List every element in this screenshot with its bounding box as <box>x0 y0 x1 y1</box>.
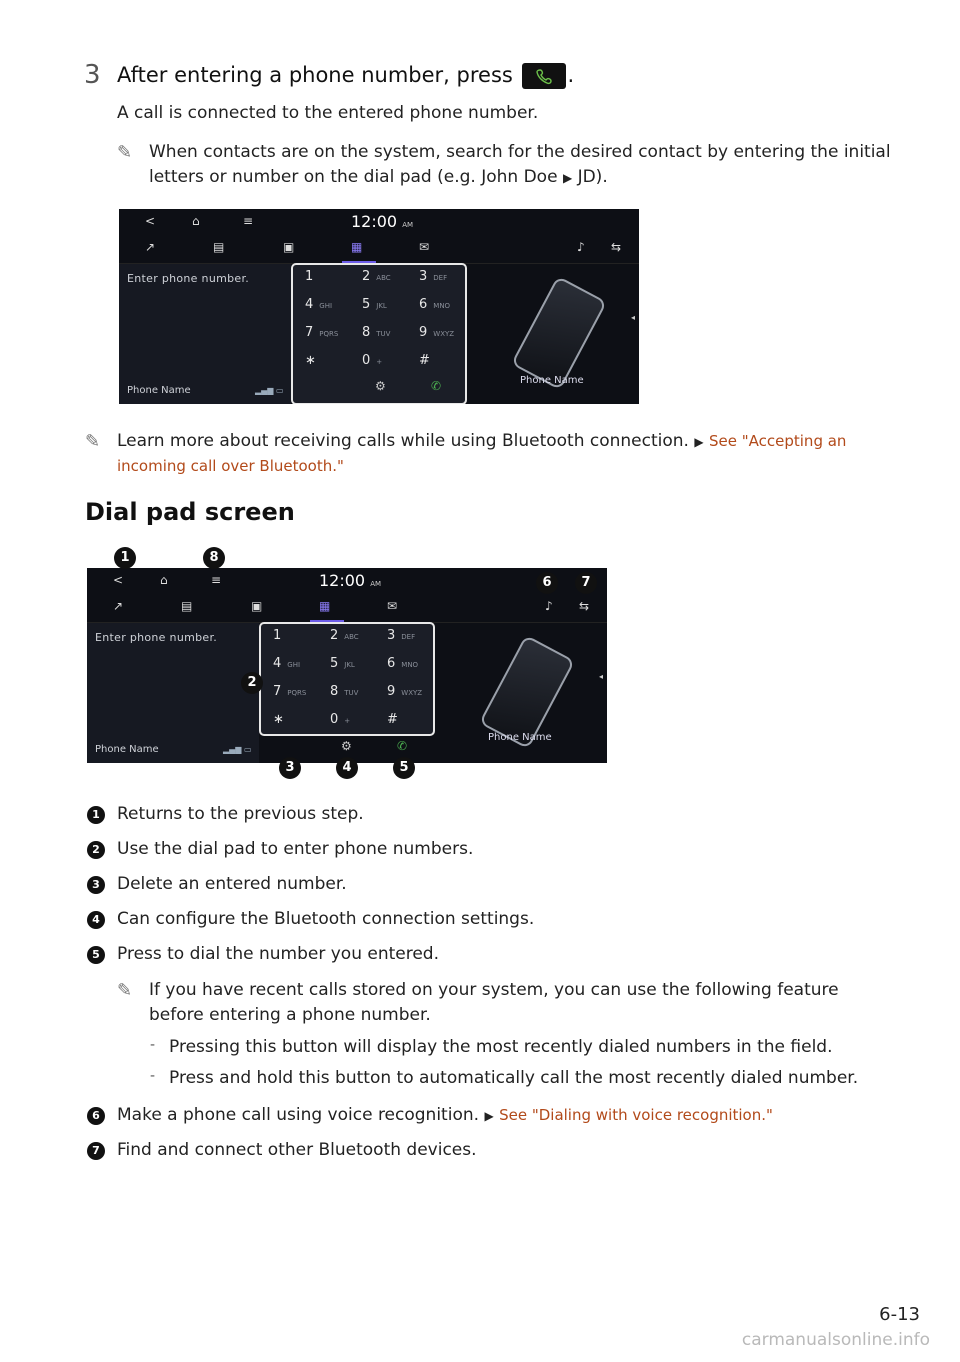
item-mark-7: 7 <box>87 1142 105 1160</box>
pencil-note-icon-2: ✎ <box>85 431 101 452</box>
call-history-icon: ↗ <box>145 240 156 254</box>
dial-key-digit: 3 <box>387 628 396 643</box>
item-mark-2: 2 <box>87 841 105 859</box>
dash-bullet-1: - <box>150 1037 156 1053</box>
dial-key-letters: WXYZ <box>401 689 423 697</box>
callout-1: 1 <box>114 547 136 569</box>
contacts-icon-2: ▤ <box>181 599 193 613</box>
note3-line2: before entering a phone number. <box>149 1005 431 1025</box>
microphone-icon: ♪ <box>577 240 585 254</box>
settings-gear-icon: ⚙ <box>375 379 386 393</box>
call-button-icon-2: ✆ <box>397 739 408 753</box>
dial-key-digit: 8 <box>330 684 339 699</box>
item-mark-6: 6 <box>87 1107 105 1125</box>
dial-screen-image-1 <box>119 209 639 404</box>
call-history-icon-2: ↗ <box>113 599 124 613</box>
dial-key[interactable] <box>330 628 359 643</box>
dial-key-letters: ABC <box>376 274 391 282</box>
dial-key-letters: TUV <box>344 689 359 697</box>
item-mark-3: 3 <box>87 876 105 894</box>
home-icon-2: ⌂ <box>160 573 168 587</box>
dial-key[interactable] <box>273 712 290 727</box>
messages-icon-2: ✉ <box>387 599 398 613</box>
dial-key-digit: 5 <box>362 297 371 312</box>
dial-key[interactable] <box>305 269 319 284</box>
dial-key-letters: WXYZ <box>433 330 455 338</box>
note2-link-1[interactable]: See "Accepting an <box>709 432 847 450</box>
dial-key-digit: ∗ <box>305 353 316 368</box>
dial-key[interactable] <box>387 684 422 699</box>
home-icon: ⌂ <box>192 214 200 228</box>
menu-icon-2: ≡ <box>211 573 222 587</box>
clock-ampm-2: AM <box>370 580 382 588</box>
item-text-6-main: Make a phone call using voice recognition. <box>117 1105 480 1125</box>
dial-key[interactable] <box>362 297 387 312</box>
note2 <box>117 431 877 451</box>
note2-link-2[interactable]: incoming call over Bluetooth." <box>117 457 344 475</box>
item-text-2: Use the dial pad to enter phone numbers. <box>117 839 474 859</box>
phone-name-left: Phone Name <box>127 385 191 396</box>
dial-key-digit: 7 <box>273 684 282 699</box>
note3-line1: If you have recent calls stored on your system, you can use the following feature <box>149 980 839 1000</box>
step-title <box>117 63 574 89</box>
dial-key[interactable] <box>387 628 415 643</box>
phone-illustration <box>511 276 607 391</box>
step-title-text: After entering a phone number, press <box>117 63 513 87</box>
dial-pad-icon: ▦ <box>351 240 363 254</box>
dial-key[interactable] <box>273 684 306 699</box>
dial-key[interactable] <box>419 325 454 340</box>
dial-key[interactable] <box>273 628 287 643</box>
dial-key-letters: + <box>344 717 351 725</box>
pencil-note-icon-3: ✎ <box>117 980 133 1001</box>
item-mark-1: 1 <box>87 806 105 824</box>
dial-key-digit: 6 <box>419 297 428 312</box>
dial-key-digit: # <box>419 353 430 368</box>
switch-device-icon: ⇆ <box>611 240 622 254</box>
callout-7: 7 <box>575 572 597 594</box>
arrow-right-icon: ▶ <box>562 171 573 185</box>
phone-name-right: Phone Name <box>520 375 584 386</box>
dial-key-letters: PQRS <box>319 330 339 338</box>
number-panel <box>119 264 291 404</box>
dial-key-digit: 5 <box>330 656 339 671</box>
menu-icon: ≡ <box>243 214 254 228</box>
callout-4: 4 <box>336 757 358 779</box>
dial-key-letters: DEF <box>433 274 448 282</box>
screen-tabs <box>119 235 639 264</box>
dial-key-letters: GHI <box>287 661 301 669</box>
dial-key-digit: 1 <box>305 269 314 284</box>
dial-key-digit: 4 <box>273 656 282 671</box>
clock-ampm: AM <box>402 221 414 229</box>
dial-key-digit: 7 <box>305 325 314 340</box>
dial-key[interactable] <box>419 269 447 284</box>
dial-key-letters: JKL <box>344 661 355 669</box>
note1-line2 <box>149 167 608 187</box>
messages-icon: ✉ <box>419 240 430 254</box>
note1-line2-text: letters or number on the dial pad (e.g. John Doe <box>149 167 558 187</box>
dial-key-digit: 4 <box>305 297 314 312</box>
dial-key-letters: PQRS <box>287 689 307 697</box>
dial-key[interactable] <box>387 656 418 671</box>
note1-line2-end: JD). <box>577 167 608 187</box>
dial-key-letters: TUV <box>376 330 391 338</box>
pencil-note-icon: ✎ <box>117 142 133 163</box>
step-title-period: . <box>567 63 575 87</box>
dial-key-letters: GHI <box>319 302 333 310</box>
contacts-icon: ▤ <box>213 240 225 254</box>
number-placeholder-2: Enter phone number. <box>95 631 218 644</box>
dial-key[interactable] <box>387 712 404 727</box>
call-button-icon: ✆ <box>431 379 442 393</box>
arrow-right-icon-2: ▶ <box>694 435 704 449</box>
dial-key-letters: ABC <box>344 633 359 641</box>
item-text-7: Find and connect other Bluetooth devices. <box>117 1140 477 1160</box>
dial-key-digit: # <box>387 712 398 727</box>
settings-gear-icon-2: ⚙ <box>341 739 352 753</box>
dial-key-digit: 0 <box>362 353 371 368</box>
note1-line1: When contacts are on the system, search for the desired contact by entering the initial <box>149 142 891 162</box>
item-text-6 <box>117 1105 773 1125</box>
note3-bullet2: Press and hold this button to automatically call the most recently dialed number. <box>169 1068 859 1088</box>
dial-key-digit: ∗ <box>273 712 284 727</box>
item-mark-5: 5 <box>87 946 105 964</box>
signal-battery-icon: ▂▄▆ ▭ <box>255 386 284 395</box>
screen-top-bar <box>119 209 639 235</box>
switch-device-icon-2: ⇆ <box>579 599 590 613</box>
back-icon-2: < <box>113 573 124 587</box>
dial-pad-2 <box>259 622 435 736</box>
step-body: A call is connected to the entered phone number. <box>117 103 539 123</box>
dial-key[interactable] <box>419 297 450 312</box>
dial-key-letters: MNO <box>433 302 451 310</box>
side-arrow-icon: ◂ <box>631 313 636 322</box>
dial-key[interactable] <box>362 269 391 284</box>
callout-8: 8 <box>203 547 225 569</box>
favorites-icon-2: ▣ <box>251 599 263 613</box>
phone-name-left-2: Phone Name <box>95 744 159 755</box>
clock-time: 12:00 <box>351 212 398 231</box>
dial-key-digit: 0 <box>330 712 339 727</box>
section-title: Dial pad screen <box>85 498 295 526</box>
phone-name-right-2: Phone Name <box>488 732 552 743</box>
item-text-1: Returns to the previous step. <box>117 804 364 824</box>
phone-call-icon <box>522 63 566 89</box>
dial-key[interactable] <box>305 297 332 312</box>
callout-3: 3 <box>279 757 301 779</box>
clock <box>351 212 413 231</box>
note2-text: Learn more about receiving calls while using Bluetooth connection. <box>117 431 689 451</box>
item-text-5: Press to dial the number you entered. <box>117 944 439 964</box>
step-number: 3 <box>84 60 101 90</box>
watermark: carmanualsonline.info <box>741 1330 930 1350</box>
dash-bullet-2: - <box>150 1068 156 1084</box>
signal-battery-icon-2: ▂▄▆ ▭ <box>223 745 252 754</box>
item-text-3: Delete an entered number. <box>117 874 347 894</box>
page-number: 6-13 <box>879 1304 920 1325</box>
dial-key[interactable] <box>330 712 350 727</box>
dial-key-letters: JKL <box>376 302 387 310</box>
arrow-right-icon-3: ▶ <box>484 1109 494 1123</box>
dial-pad <box>291 263 467 404</box>
side-arrow-icon-2: ◂ <box>599 672 604 681</box>
dial-screen-image-2 <box>87 568 607 763</box>
dial-key-digit: 2 <box>362 269 371 284</box>
dial-key-digit: 9 <box>387 684 396 699</box>
callout-5: 5 <box>393 757 415 779</box>
dial-key-letters: MNO <box>401 661 419 669</box>
dial-key[interactable] <box>362 325 390 340</box>
favorites-icon: ▣ <box>283 240 295 254</box>
screen-top-bar-2 <box>87 568 607 594</box>
number-panel-2 <box>87 623 259 763</box>
dial-key[interactable] <box>305 353 322 368</box>
note3-bullet1: Pressing this button will display the most recently dialed numbers in the field. <box>169 1037 833 1057</box>
screen-tabs-2 <box>87 594 607 623</box>
back-icon: < <box>145 214 156 228</box>
dial-key[interactable] <box>419 353 436 368</box>
number-placeholder: Enter phone number. <box>127 272 250 285</box>
dial-key-digit: 2 <box>330 628 339 643</box>
dial-key[interactable] <box>330 684 358 699</box>
dial-key[interactable] <box>305 325 338 340</box>
dial-key-letters: + <box>376 358 383 366</box>
clock-2 <box>319 571 381 590</box>
item-mark-4: 4 <box>87 911 105 929</box>
dial-key[interactable] <box>362 353 382 368</box>
dial-key[interactable] <box>273 656 300 671</box>
dial-key-digit: 9 <box>419 325 428 340</box>
callout-6: 6 <box>536 572 558 594</box>
dial-key-digit: 6 <box>387 656 396 671</box>
callout-2: 2 <box>241 672 263 694</box>
dial-key-digit: 3 <box>419 269 428 284</box>
dial-key[interactable] <box>330 656 355 671</box>
microphone-icon-2: ♪ <box>545 599 553 613</box>
clock-time-2: 12:00 <box>319 571 366 590</box>
dial-key-letters: DEF <box>401 633 416 641</box>
item-6-link[interactable]: See "Dialing with voice recognition." <box>499 1106 773 1124</box>
dial-key-digit: 8 <box>362 325 371 340</box>
dial-key-digit: 1 <box>273 628 282 643</box>
item-text-4: Can configure the Bluetooth connection settings. <box>117 909 535 929</box>
dial-pad-icon-2: ▦ <box>319 599 331 613</box>
